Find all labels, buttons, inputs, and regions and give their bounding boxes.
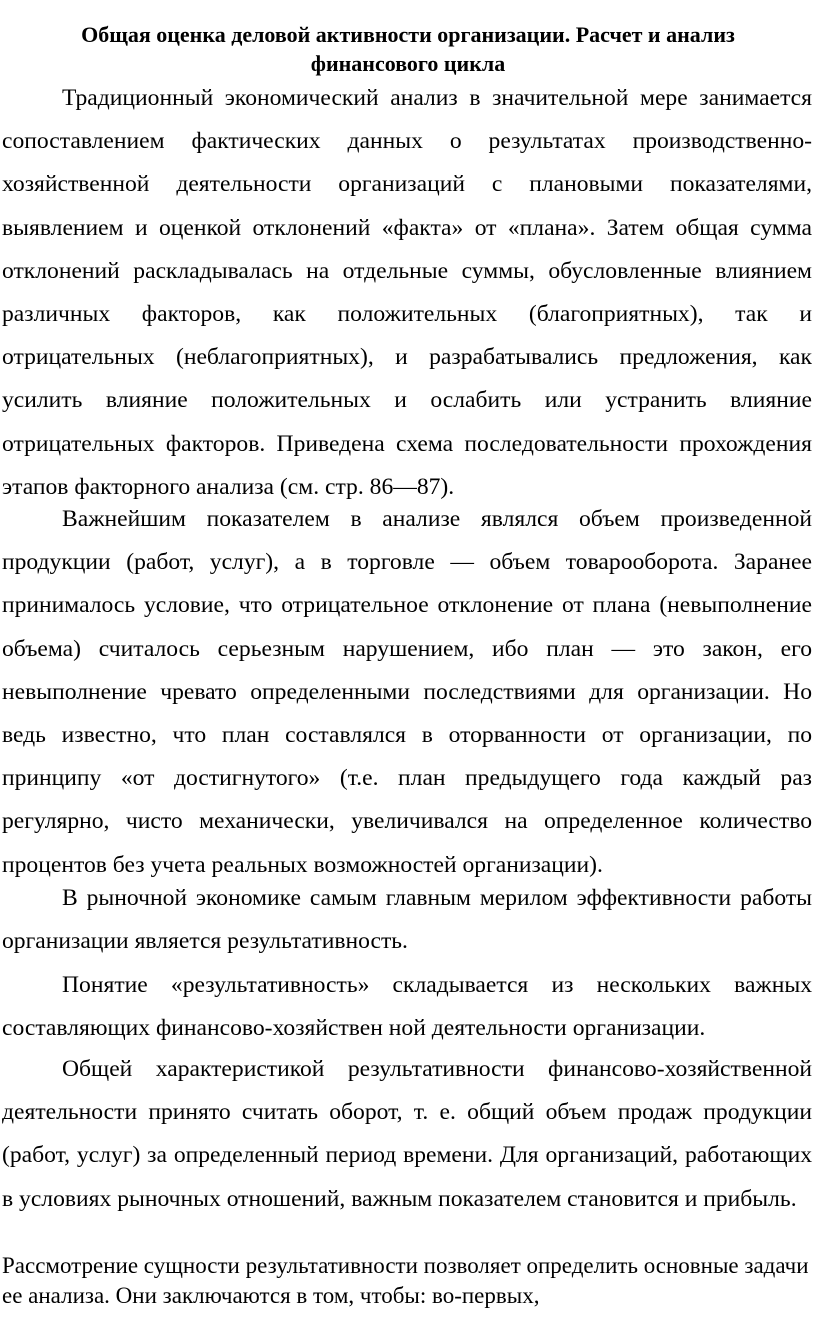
paragraph-production-volume: Важнейшим показателем в анализе являлся объем произведенной продукции (работ, услуг), а в торговле — объем товарооборота. Заранее принималось условие, что отрицательное отклонение от плана (невыполнение объема) считалось серьезным нарушением, ибо план — это закон, его невыполнение чревато определенными последствиями для организации. Но ведь известно, что план составлялся в оторванности от организации, по принципу «от достигнутого» (т.е. план предыдущего года каждый раз регулярно, чисто механически, увеличивался на определенное количество процентов без учета реальных возможностей организации). (2, 506, 812, 878)
paragraph-analysis-tasks: Рассмотрение сущности результативности позволяет определить основные задачи ее анализа. Они заключаются в том, чтобы: во-первых, (2, 1253, 809, 1308)
paragraph-traditional-analysis: Традиционный экономический анализ в значительной мере занимается сопоставлением фактических данных о результатах производственно-хозяйственной деятельности организаций с плановыми показателями, выявлением и оценкой отклонений «факта» от «плана». Затем общая сумма отклонений раскладывалась на отдельные суммы, обусловленные влиянием различных факторов, как положительных (благоприятных), так и отрицательных (неблагоприятных), и разрабатывались предложения, как усилить влияние положительных и ослабить или устранить влияние отрицательных факторов. Приведена схема последовательности прохождения этапов факторного анализа (см. стр. 86—87). (2, 85, 812, 500)
paragraph-market-economy: В рыночной экономике самым главным мерилом эффективности работы организации является результативность. (2, 885, 812, 955)
paragraph-performance-concept: Понятие «результативность» складывается из нескольких важных составляющих финансово-хозяйствен ной деятельности организации. (2, 972, 812, 1042)
document-title: Общая оценка деловой активности организации. Расчет и анализ финансового цикла (81, 22, 735, 76)
paragraph-general-characteristic: Общей характеристикой результативности финансово-хозяйственной деятельности принято считать оборот, т. е. общий объем продаж продукции (работ, услуг) за определенный период времени. Для организаций, работающих в условиях рыночных отношений, важным показателем становится и прибыль. (2, 1056, 812, 1212)
